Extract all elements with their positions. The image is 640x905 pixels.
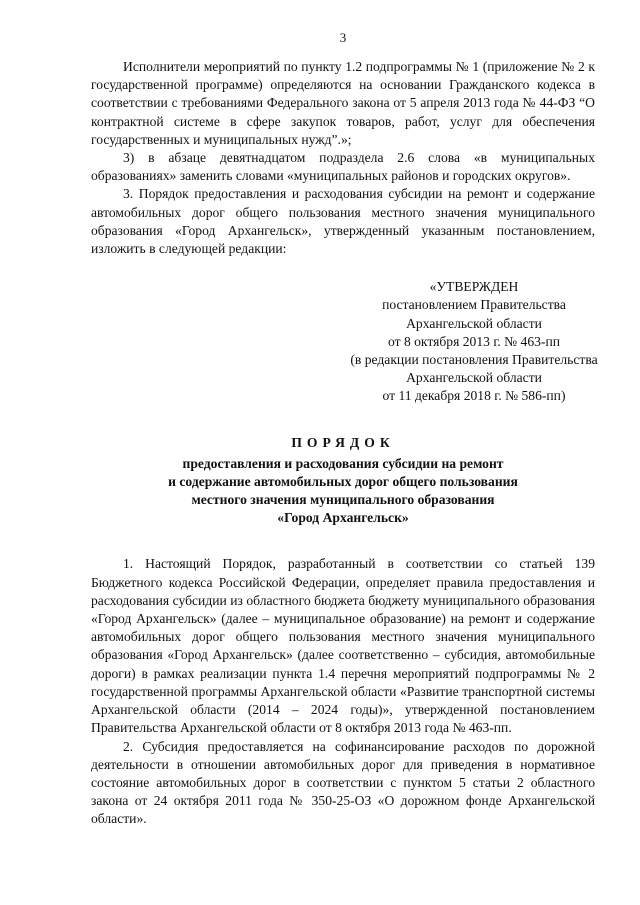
paragraph-executors: Исполнители мероприятий по пункту 1.2 подпрограммы № 1 (приложение № 2 к государственной программе) определяются на основании Гражданского кодекса в соответствии с требованиями Федерального закона от 5 апреля 2013 года № 44-ФЗ “О контрактной системе в сфере закупок товаров, работ, услуг для обеспечения государственных и муниципальных нужд”.»; (91, 59, 595, 147)
approval-line: Архангельской области (406, 315, 542, 331)
subtitle-line: предоставления и расходования субсидии на ремонт (182, 455, 504, 471)
approval-line: от 8 октября 2013 г. № 463-пп (387, 333, 560, 349)
approval-line: от 11 декабря 2018 г. № 586-пп) (382, 388, 566, 404)
approval-stamp-block (344, 278, 604, 405)
subtitle-line: и содержание автомобильных дорог общего пользования (168, 473, 518, 489)
approval-line: Архангельской области (406, 370, 542, 386)
document-subtitle (91, 455, 595, 528)
approval-line: «УТВЕРЖДЕН (429, 279, 519, 295)
approval-line: (в редакции постановления Правительства (350, 352, 598, 368)
subtitle-line: «Город Архангельск» (277, 510, 409, 526)
paragraph-amendment-3: 3) в абзаце девятнадцатом подраздела 2.6 слова «в муниципальных образованиях» заменить словами «муниципальных районов и городских округов». (91, 150, 595, 184)
document-title-block (91, 434, 595, 528)
paragraph-item-1: 1. Настоящий Порядок, разработанный в соответствии со статьей 139 Бюджетного кодекса Российской Федерации, определяет правила предоставления и расходования субсидии из областного бюджета бюджету муниципального образования «Город Архангельск» (далее – муниципальное образование) на ремонт и содержание автомобильных дорог общего пользования местного значения муниципального образования «Город Архангельск» (далее соответственно – субсидия, автомобильные дороги) в рамках реализации пункта 1.4 перечня мероприятий подпрограммы № 2 государственной программы Архангельской области «Развитие транспортной системы Архангельской области (2014 – 2024 годы)», утвержденной постановлением Правительства Архангельской области от 8 октября 2013 года № 463-пп. (91, 556, 595, 736)
document-title: ПОРЯДОК (291, 434, 395, 450)
paragraph-item-2: 2. Субсидия предоставляется на софинансирование расходов по дорожной деятельности в отношении автомобильных дорог для приведения в нормативное состояние автомобильных дорог в соответствии с пунктом 5 статьи 2 областного закона от 24 октября 2011 года № 350-25-ОЗ «О дорожном фонде Архангельской области». (91, 738, 595, 827)
intro-section (91, 58, 595, 258)
page-number: 3 (339, 30, 347, 45)
subtitle-line: местного значения муниципального образования (191, 492, 495, 508)
paragraph-procedure-3: 3. Порядок предоставления и расходования субсидии на ремонт и содержание автомобильных дорог общего пользования местного значения муниципального образования «Город Архангельск», утвержденный указанным постановлением, изложить в следующей редакции: (91, 186, 595, 257)
approval-line: постановлением Правительства (382, 297, 566, 313)
body-section (91, 555, 595, 828)
